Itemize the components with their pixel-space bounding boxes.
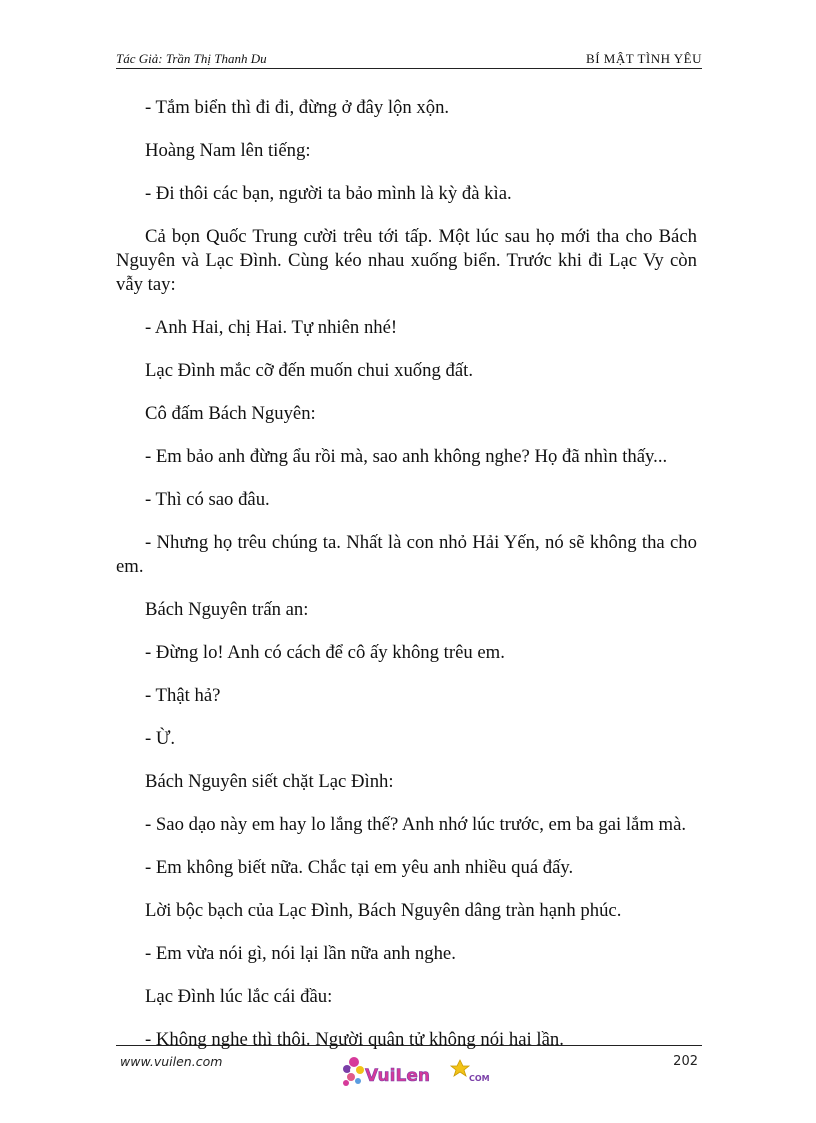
paragraph: - Em không biết nữa. Chắc tại em yêu anh nhiều quá đấy.: [145, 857, 574, 878]
paragraph: - Tắm biển thì đi đi, đừng ở đây lộn xộn.: [145, 97, 450, 118]
flower-icon: [343, 1057, 364, 1086]
book-title: BÍ MẬT TÌNH YÊU: [586, 51, 702, 66]
vuilen-logo: [338, 1052, 498, 1092]
paragraph: - Em vừa nói gì, nói lại lần nữa anh nghe.: [145, 943, 456, 964]
paragraph: - Sao dạo này em hay lo lắng thế? Anh nhớ lúc trước, em ba gai lắm mà.: [145, 814, 687, 835]
paragraph: - Em bảo anh đừng ẩu rồi mà, sao anh không nghe? Họ đã nhìn thấy...: [145, 446, 668, 467]
page-number: 202: [673, 1054, 698, 1069]
paragraph: Cả bọn Quốc Trung cười trêu tới tấp. Một lúc sau họ mới tha cho Bách Nguyên và Lạc Đình. Cùng kéo nhau xuống biển. Trước khi đi Lạc Vy còn vẫy tay:: [116, 226, 697, 295]
paragraph: - Không nghe thì thôi. Người quân tử không nói hai lần.: [145, 1029, 564, 1050]
footer-site-url: www.vuilen.com: [120, 1054, 223, 1069]
paragraph: Hoàng Nam lên tiếng:: [145, 140, 311, 161]
logo-text: VuiLen: [365, 1066, 430, 1086]
paragraph: - Ừ.: [145, 728, 176, 749]
paragraph: Bách Nguyên siết chặt Lạc Đình:: [145, 771, 394, 792]
paragraph: - Thì có sao đâu.: [145, 489, 270, 510]
paragraph: - Thật hả?: [145, 685, 221, 706]
logo-suffix: COM: [469, 1074, 490, 1083]
footer-divider: [116, 1045, 702, 1046]
star-icon: [451, 1060, 469, 1076]
paragraph: - Anh Hai, chị Hai. Tự nhiên nhé!: [145, 317, 398, 338]
paragraph: Bách Nguyên trấn an:: [145, 599, 309, 620]
paragraph: Lạc Đình mắc cỡ đến muốn chui xuống đất.: [145, 360, 473, 381]
paragraph: Lời bộc bạch của Lạc Đình, Bách Nguyên dâng tràn hạnh phúc.: [145, 900, 622, 921]
author-line: Tác Giả: Trần Thị Thanh Du: [116, 51, 267, 66]
paragraph: - Đừng lo! Anh có cách để cô ấy không trêu em.: [145, 642, 505, 663]
paragraph: Cô đấm Bách Nguyên:: [145, 403, 316, 424]
page-header: [116, 50, 702, 69]
paragraph: Lạc Đình lúc lắc cái đầu:: [145, 986, 333, 1007]
paragraph: - Đi thôi các bạn, người ta bảo mình là kỳ đà kìa.: [145, 183, 512, 204]
page-body: [116, 96, 697, 1071]
paragraph: - Nhưng họ trêu chúng ta. Nhất là con nhỏ Hải Yến, nó sẽ không tha cho em.: [116, 532, 697, 577]
